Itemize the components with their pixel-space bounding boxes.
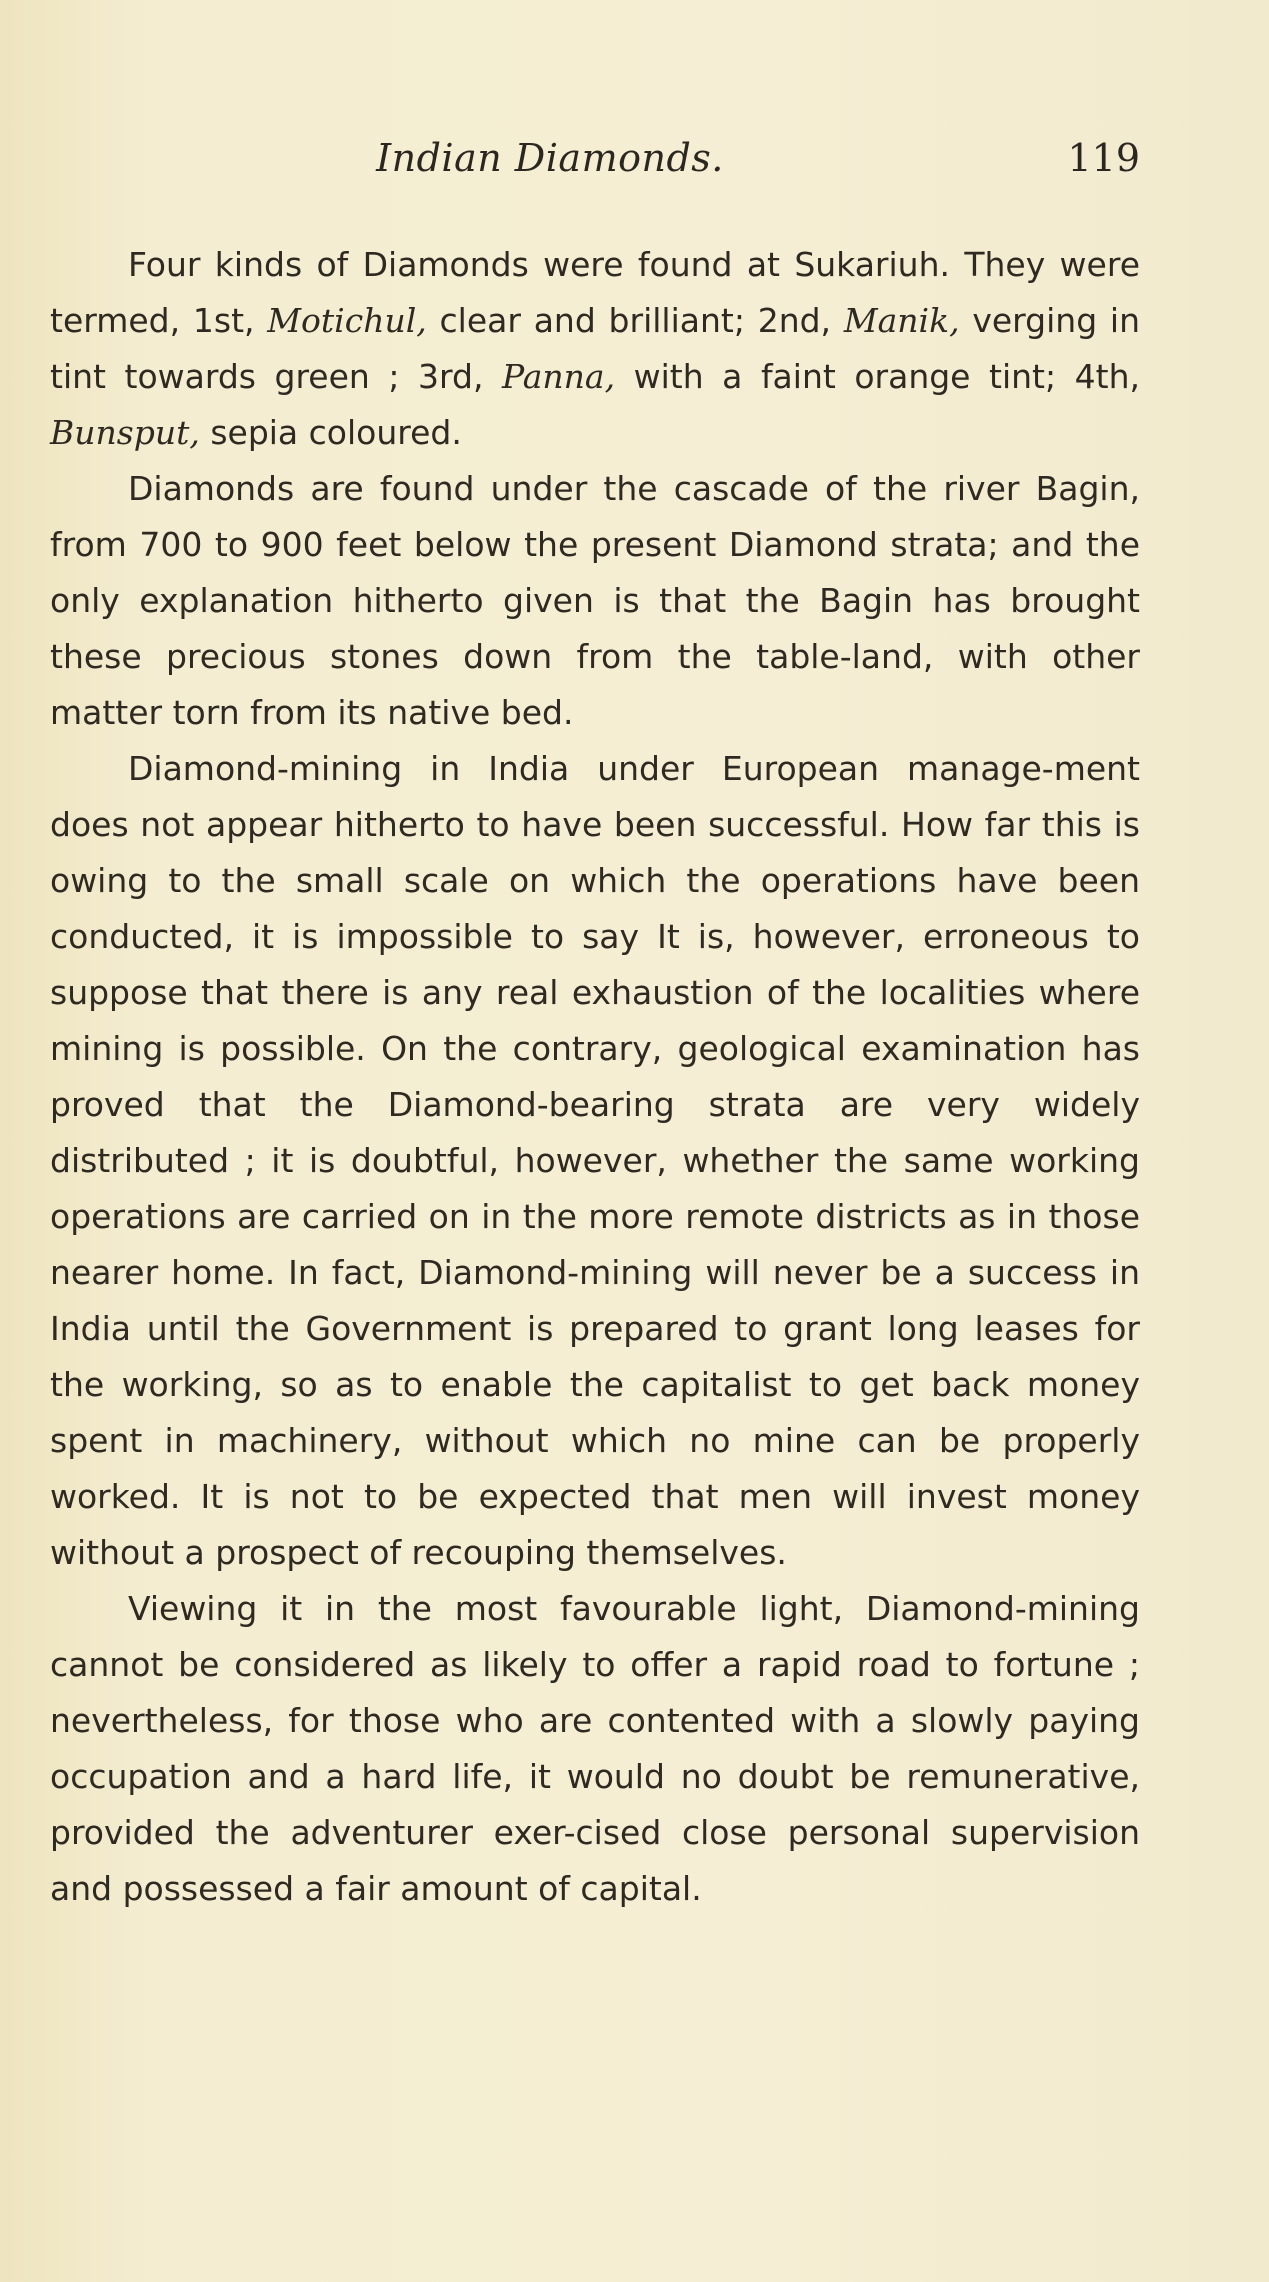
page-number: 119 — [1067, 136, 1140, 180]
body-text — [50, 237, 1140, 1917]
term-panna: Panna, — [502, 357, 616, 396]
paragraph-diamond-kinds — [50, 237, 1140, 461]
paragraph-mining-management: Diamond-mining in India under European manage-ment does not appear hitherto to have been successful. How far this is owing to the small scale on which the operations have been conducted, it is impossible to say It is, however, erroneous to suppose that there is any real exhaustion of the localities where mining is possible. On the contrary, geological examination has proved that the Diamond-bearing strata are very widely distributed ; it is doubtful, however, whether the same working operations are carried on in the more remote districts as in those nearer home. In fact, Diamond-mining will never be a success in India until the Government is prepared to grant long leases for the working, so as to enable the capitalist to get back money spent in machinery, without which no mine can be properly worked. It is not to be expected that men will invest money without a prospect of recouping themselves. — [50, 749, 1140, 1572]
text-segment: clear and brilliant; 2nd, — [426, 301, 844, 340]
text-segment: with a faint orange tint; 4th, — [615, 357, 1140, 396]
text-segment: Four kinds of Diamonds were found at Sukariuh. They were termed, 1st, — [50, 245, 1140, 340]
term-manik: Manik, — [843, 301, 960, 340]
running-title: Indian Diamonds. — [376, 136, 724, 180]
text-segment: sepia coloured. — [199, 413, 462, 452]
text-segment: verging in tint towards green ; 3rd, — [50, 301, 1140, 396]
paragraph-favourable-light: Viewing it in the most favourable light, Diamond-mining cannot be considered as likely to offer a rapid road to fortune ; nevertheless, for those who are contented with a slowly paying occupation and a hard life, it would no doubt be remunerative, provided the adventurer exer-cised close personal supervision and possessed a fair amount of capital. — [50, 1589, 1140, 1908]
running-head — [50, 128, 1140, 188]
term-bunsput: Bunsput, — [50, 413, 200, 452]
term-motichul: Motichul, — [267, 301, 427, 340]
paragraph-bagin-cascade: Diamonds are found under the cascade of the river Bagin, from 700 to 900 feet below the present Diamond strata; and the only explanation hitherto given is that the Bagin has brought these precious stones down from the table-land, with other matter torn from its native bed. — [50, 469, 1140, 732]
